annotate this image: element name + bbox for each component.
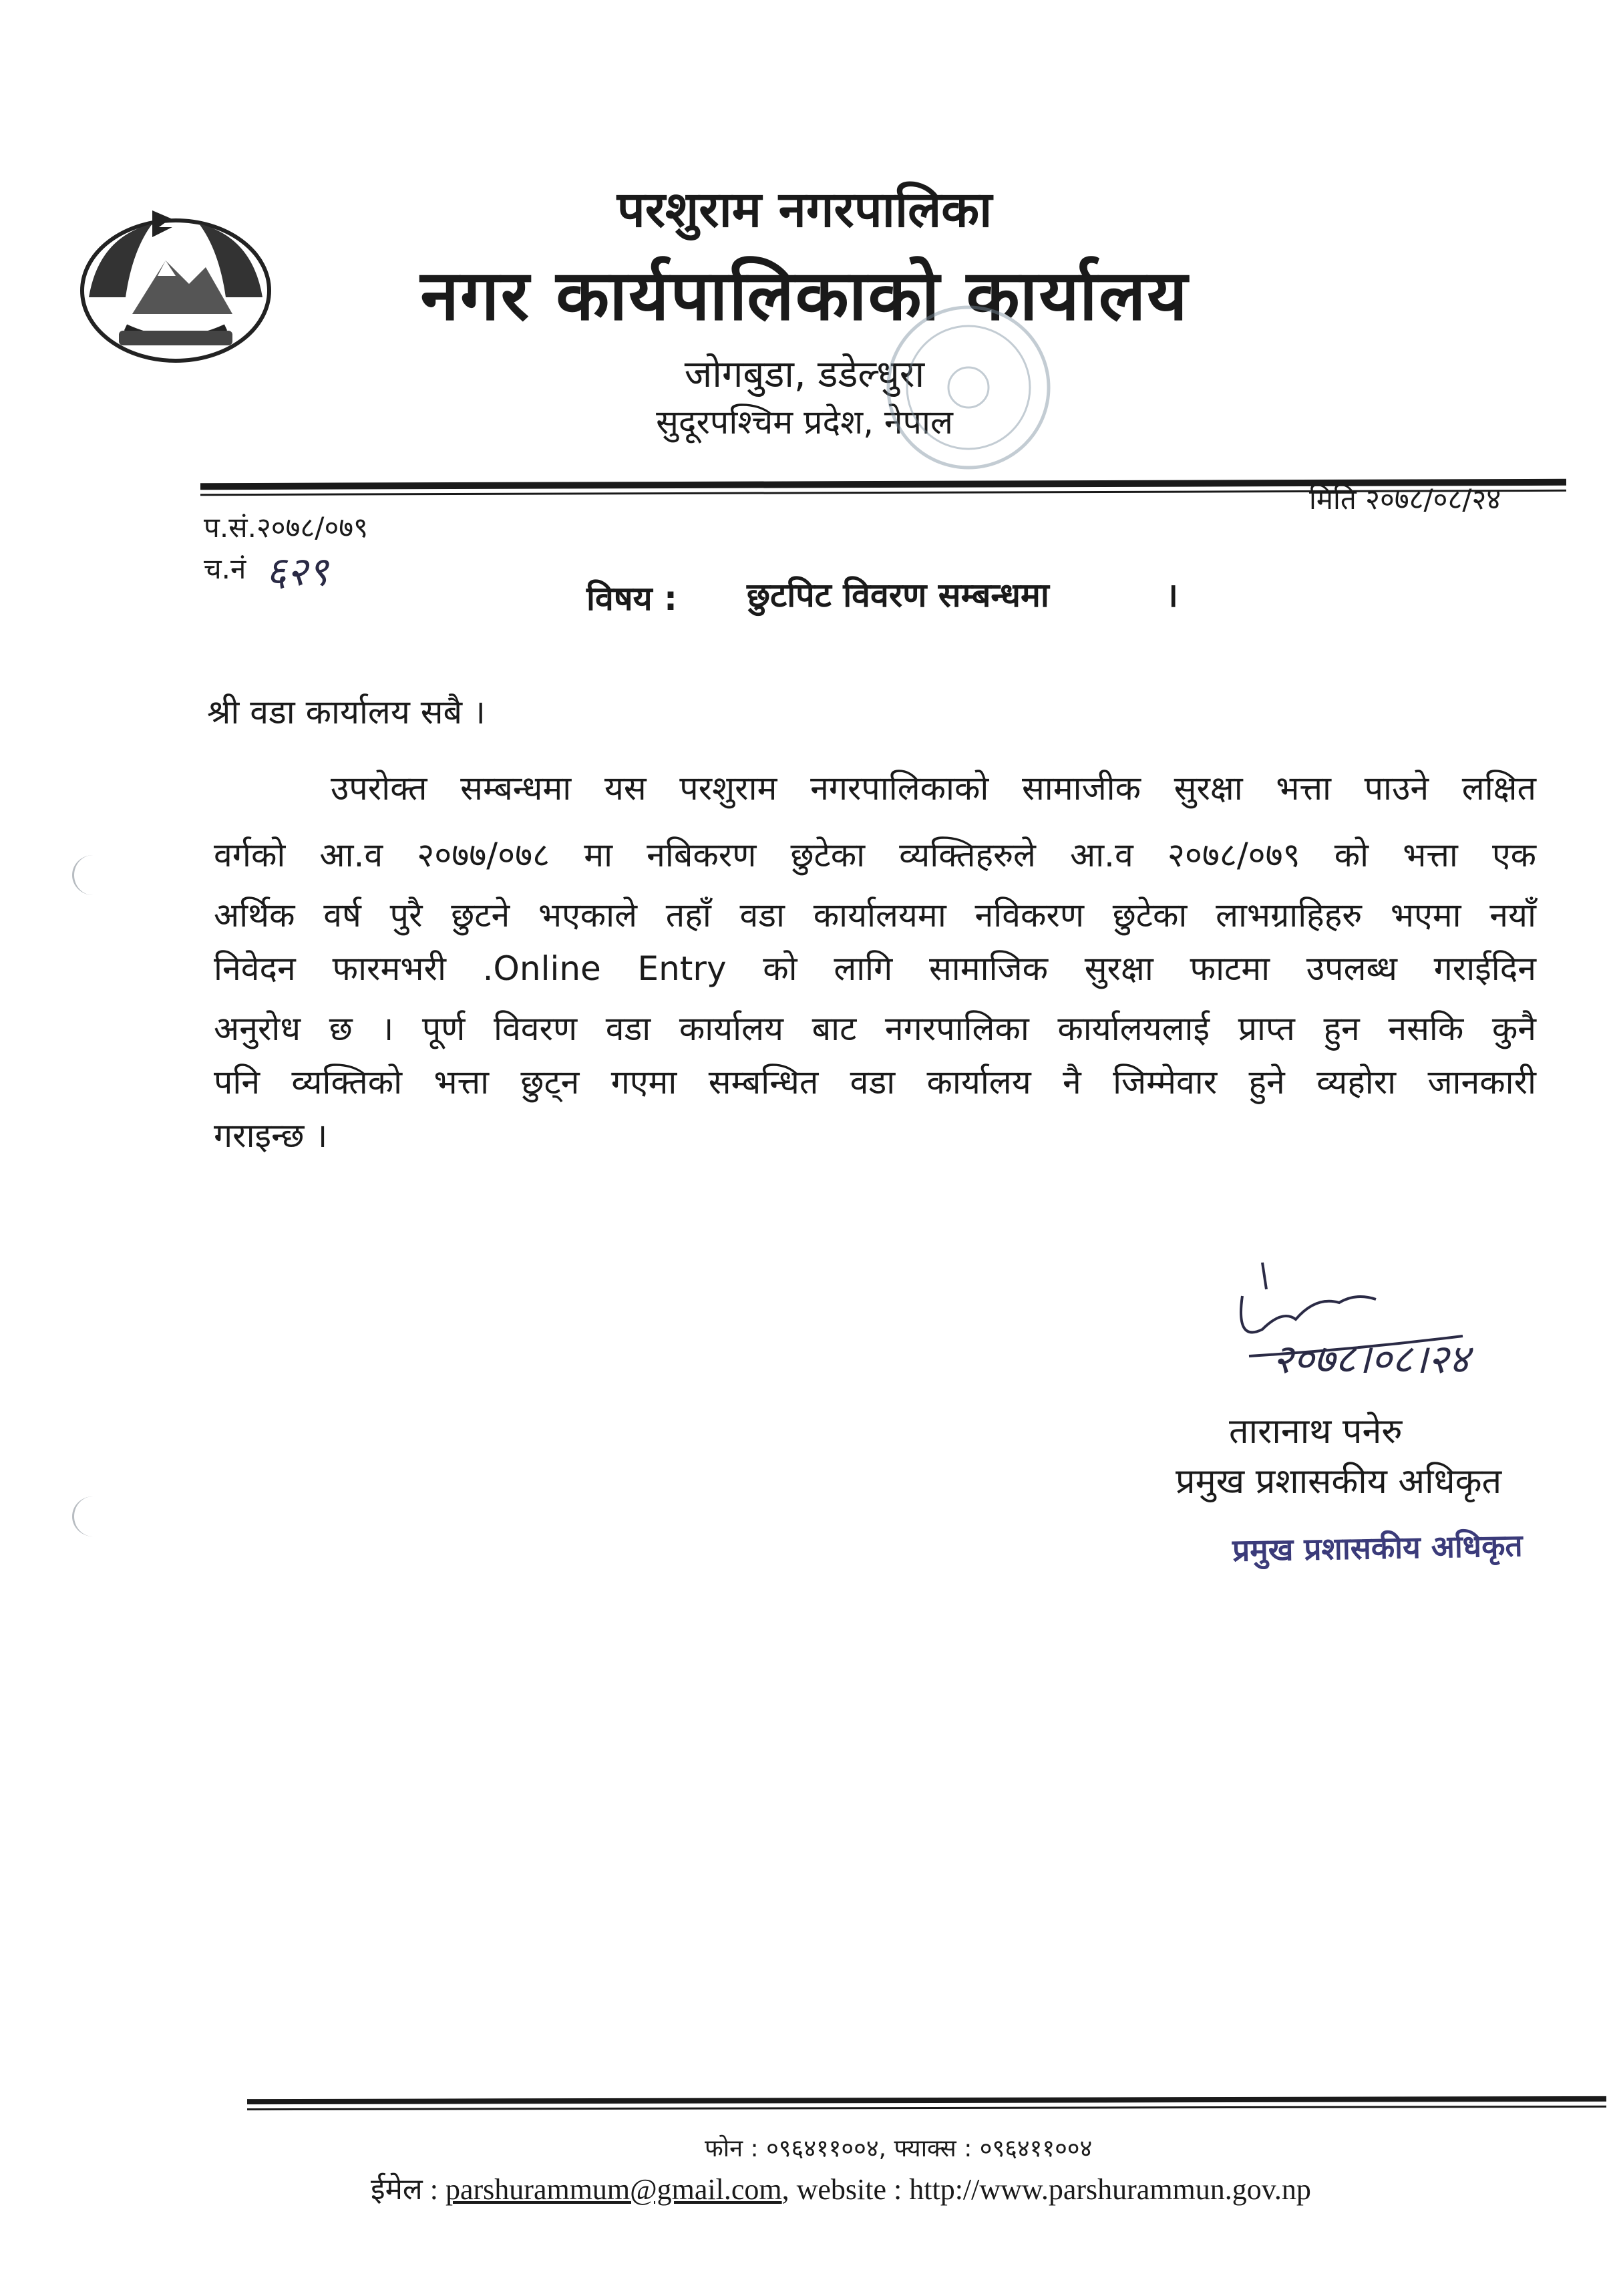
body-line: निवेदन फारमभरी .Online Entry को लागि सामाजिक सुरक्षा फाटमा उपलब्ध गराईदिन (214, 949, 1536, 988)
footer-contact (371, 2168, 1311, 2208)
dispatch-label: च.नं (204, 552, 246, 585)
website-text[interactable]: , website : http://www.parshurammun.gov.np (781, 2173, 1311, 2206)
body-line: पनि व्यक्तिको भत्ता छुट्न गएमा सम्बन्धित वडा कार्यालय नै जिम्मेवार हुने व्यहोरा जानकारी (214, 1063, 1536, 1102)
office-province: सुदूरपश्चिम प्रदेश, नेपाल (656, 403, 953, 442)
office-title: नगर कार्यपालिकाको कार्यालय (420, 255, 1189, 336)
scan-mark (72, 855, 114, 895)
subject-label: विषय : (586, 579, 678, 618)
body-line: अनुरोध छ । पूर्ण विवरण वडा कार्यालय बाट नगरपालिका कार्यालयलाई प्राप्त हुन नसकि कुनै (214, 1009, 1536, 1048)
reference-number: प.सं.२०७८/०७९ (204, 511, 368, 544)
signature-date: २०७८।०८।२४ (1272, 1336, 1470, 1383)
dispatch-number: ६२९ (266, 548, 329, 595)
letter-date: मिति २०७८/०८/२४ (1309, 483, 1501, 516)
handwritten-signature-icon (1222, 1256, 1570, 1410)
municipality-name: परशुराम नगरपालिका (616, 181, 993, 238)
body-line: वर्गको आ.व २०७७/०७८ मा नबिकरण छुटेका व्यक्तिहरुले आ.व २०७८/०७९ को भत्ता एक (214, 836, 1536, 874)
scan-mark (72, 1496, 114, 1536)
designation-stamp: प्रमुख प्रशासकीय अधिकृत (1232, 1527, 1524, 1569)
body-line: अर्थिक वर्ष पुरै छुटने भएकाले तहाँ वडा कार्यालयमा नविकरण छुटेका लाभग्राहिहरु भएमा नयाँ (214, 896, 1536, 935)
subject-text: छुटपिट विवरण सम्बन्धमा (747, 576, 1049, 615)
body-line: गराइन्छ । (214, 1116, 328, 1155)
office-location: जोगबुडा, डडेल्धुरा (684, 353, 925, 396)
subject-end: । (1166, 576, 1178, 615)
body-line: उपरोक्त सम्बन्धमा यस परशुराम नगरपालिकाको सामाजीक सुरक्षा भत्ता पाउने लक्षित (331, 769, 1536, 808)
email-label: ईमेल : (371, 2173, 438, 2206)
signatory-name: तारानाथ पनेरु (1229, 1412, 1403, 1452)
footer-rule (247, 2096, 1606, 2104)
signatory-designation: प्रमुख प्रशासकीय अधिकृत (1176, 1462, 1502, 1502)
footer-phone-fax: फोन : ०९६४११००४, फ्याक्स : ०९६४११००४ (705, 2135, 1093, 2162)
footer-rule-thin (247, 2106, 1606, 2110)
salutation: श्री वडा कार्यालय सबै । (207, 693, 486, 731)
municipality-seal-icon (855, 301, 1082, 474)
email-link[interactable]: parshurammum@gmail.com (445, 2173, 782, 2206)
